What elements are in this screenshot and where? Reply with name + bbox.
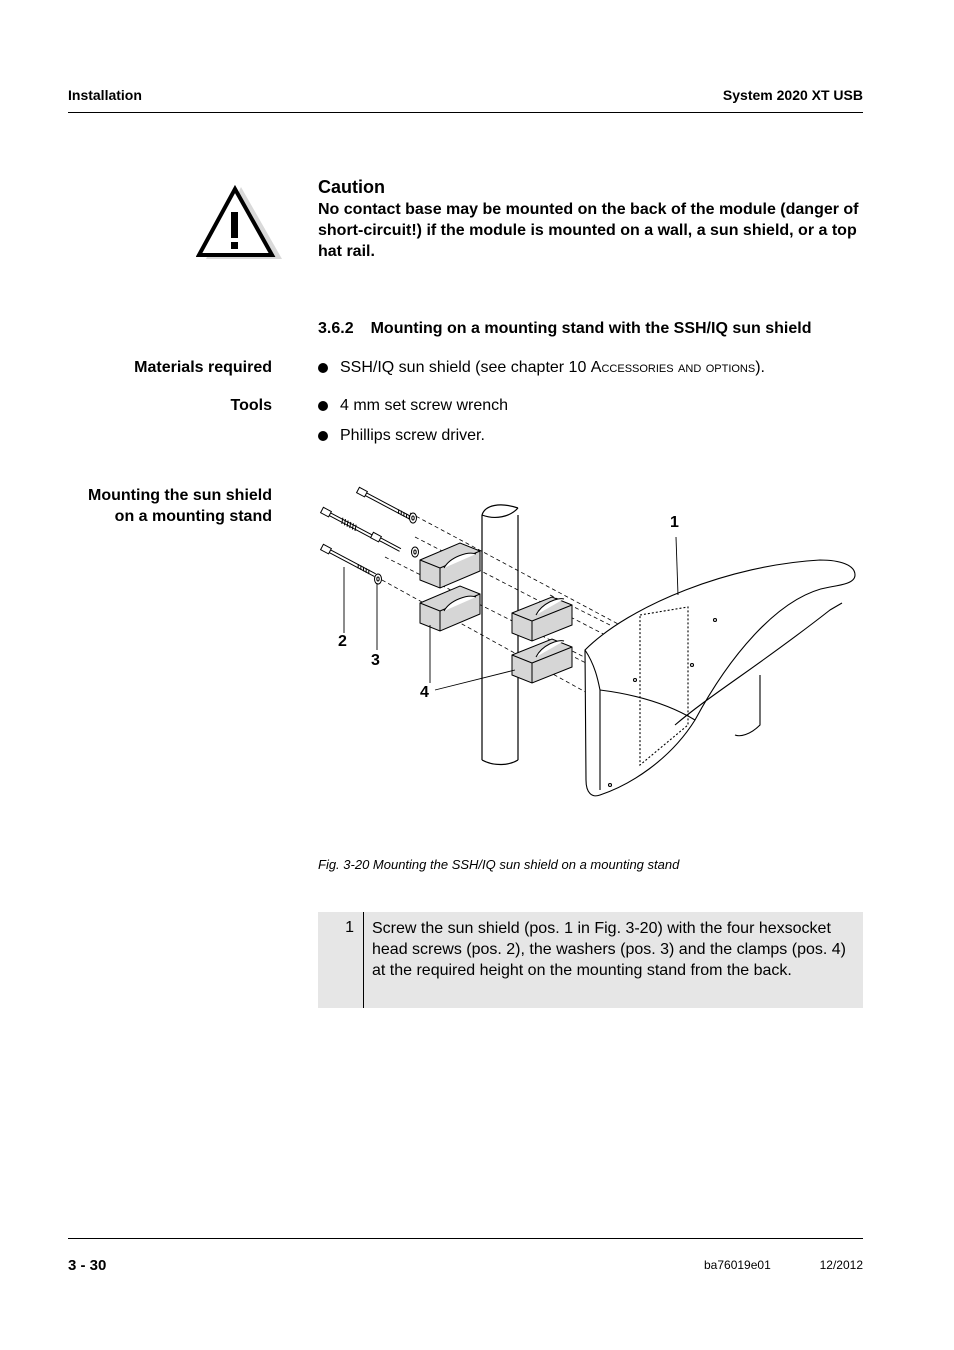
mounting-diagram	[310, 475, 870, 835]
step-number: 1	[345, 919, 354, 936]
mounting-label	[88, 485, 272, 527]
tools-item-2: Phillips screw driver.	[340, 427, 485, 444]
step-divider	[363, 912, 364, 1008]
tools-label: Tools	[230, 397, 272, 414]
figure-label-4: 4	[420, 684, 429, 701]
pole	[482, 505, 518, 765]
figure-caption: Fig. 3-20 Mounting the SSH/IQ sun shield on a mounting stand	[318, 857, 680, 872]
bullet-icon	[318, 431, 328, 441]
caution-text: No contact base may be mounted on the back of the module (danger of short-circuit!) if the module is mounted on a wall, a sun shield, or a top hat rail.	[318, 201, 859, 260]
materials-item-prefix: SSH/IQ sun shield (see chapter 10	[340, 359, 591, 376]
figure-label-2: 2	[338, 633, 347, 650]
list-item	[318, 395, 508, 416]
bullet-icon	[318, 401, 328, 411]
doc-id: ba76019e01	[704, 1258, 771, 1272]
doc-date: 12/2012	[819, 1258, 863, 1272]
sun-shield	[585, 560, 855, 796]
materials-item-ref[interactable]: Accessories and options	[590, 359, 756, 376]
list-item	[318, 425, 485, 446]
washers	[375, 513, 419, 584]
header-rule	[68, 112, 863, 113]
tools-item-1: 4 mm set screw wrench	[340, 397, 509, 414]
clamps	[420, 543, 572, 683]
figure-label-3: 3	[371, 652, 380, 669]
warning-triangle-icon	[196, 183, 282, 263]
header-right: System 2020 XT USB	[722, 87, 863, 103]
header-left: Installation	[68, 87, 142, 103]
figure-label-1: 1	[670, 514, 679, 531]
mounting-label-line-1: Mounting the sun shield	[88, 487, 272, 504]
materials-item-suffix: ).	[755, 359, 765, 376]
footer-rule	[68, 1238, 863, 1239]
section-title: Mounting on a mounting stand with the SSH/IQ sun shield	[370, 320, 812, 337]
section-heading	[318, 320, 811, 338]
page-number: 3 - 30	[68, 1257, 107, 1274]
section-number: 3.6.2	[318, 320, 354, 337]
materials-item	[318, 357, 765, 378]
caution-title: Caution	[318, 177, 385, 197]
step-text: Screw the sun shield (pos. 1 in Fig. 3-20) with the four hexsocket head screws (pos. 2), the washers (pos. 3) and the clamps (pos. 4) at the required height on the mounting stand from the back.	[372, 920, 846, 979]
bullet-icon	[318, 363, 328, 373]
mounting-label-line-2: on a mounting stand	[114, 508, 272, 525]
step-table	[318, 912, 863, 1008]
materials-label: Materials required	[134, 359, 272, 376]
